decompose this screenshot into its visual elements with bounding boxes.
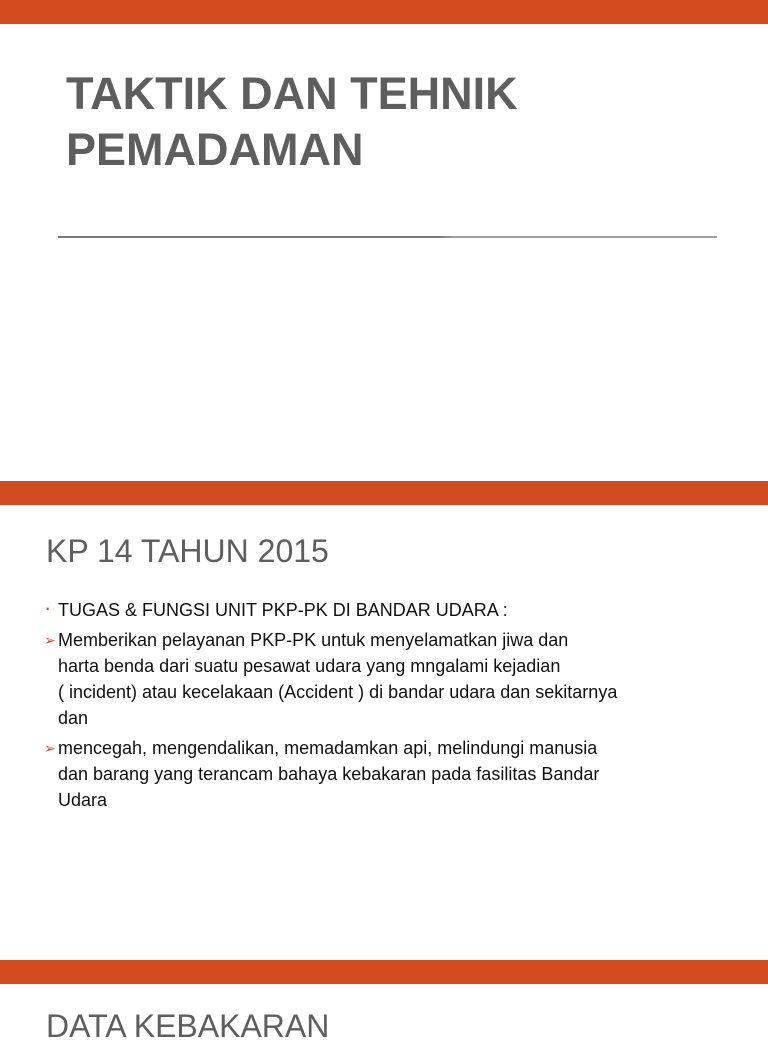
arrowhead-bullet-icon: ➢ [44, 632, 56, 648]
dot-bullet-icon: · [44, 595, 52, 620]
slide2-title: KP 14 TAHUN 2015 [46, 533, 329, 569]
text-line: ( incident) atau kecelakaan (Accident ) di bandar udara dan sekitarnya [58, 682, 618, 702]
text-line: dan barang yang terancam bahaya kebakaran pada fasilitas Bandar [58, 764, 600, 784]
slide1-title [66, 66, 706, 178]
text-line: Udara [58, 790, 108, 810]
list-item [44, 735, 734, 813]
slide1-accent-bar [0, 0, 768, 24]
text-line: harta benda dari suatu pesawat udara yang mngalami kejadian [58, 656, 561, 676]
text-line: Memberikan pelayanan PKP-PK untuk menyelamatkan jiwa dan [58, 630, 569, 650]
list-item-text [58, 735, 734, 813]
text-line: TUGAS & FUNGSI UNIT PKP-PK DI BANDAR UDARA : [58, 600, 508, 620]
arrowhead-bullet-icon: ➢ [44, 740, 56, 756]
text-line: dan [58, 708, 89, 728]
slide2-accent-bar [0, 481, 768, 505]
slide3-accent-bar [0, 960, 768, 984]
slide1-divider [58, 236, 717, 238]
list-item [44, 597, 734, 623]
slide2-bullet-list [44, 597, 734, 817]
list-item [44, 627, 734, 731]
slide1-title-line: PEMADAMAN [66, 124, 364, 175]
text-line: mencegah, mengendalikan, memadamkan api, melindungi manusia [58, 738, 598, 758]
list-item-text [58, 597, 734, 623]
slide3-title: DATA KEBAKARAN [46, 1008, 330, 1044]
slide1-title-line: TAKTIK DAN TEHNIK [66, 68, 518, 119]
list-item-text [58, 627, 734, 731]
